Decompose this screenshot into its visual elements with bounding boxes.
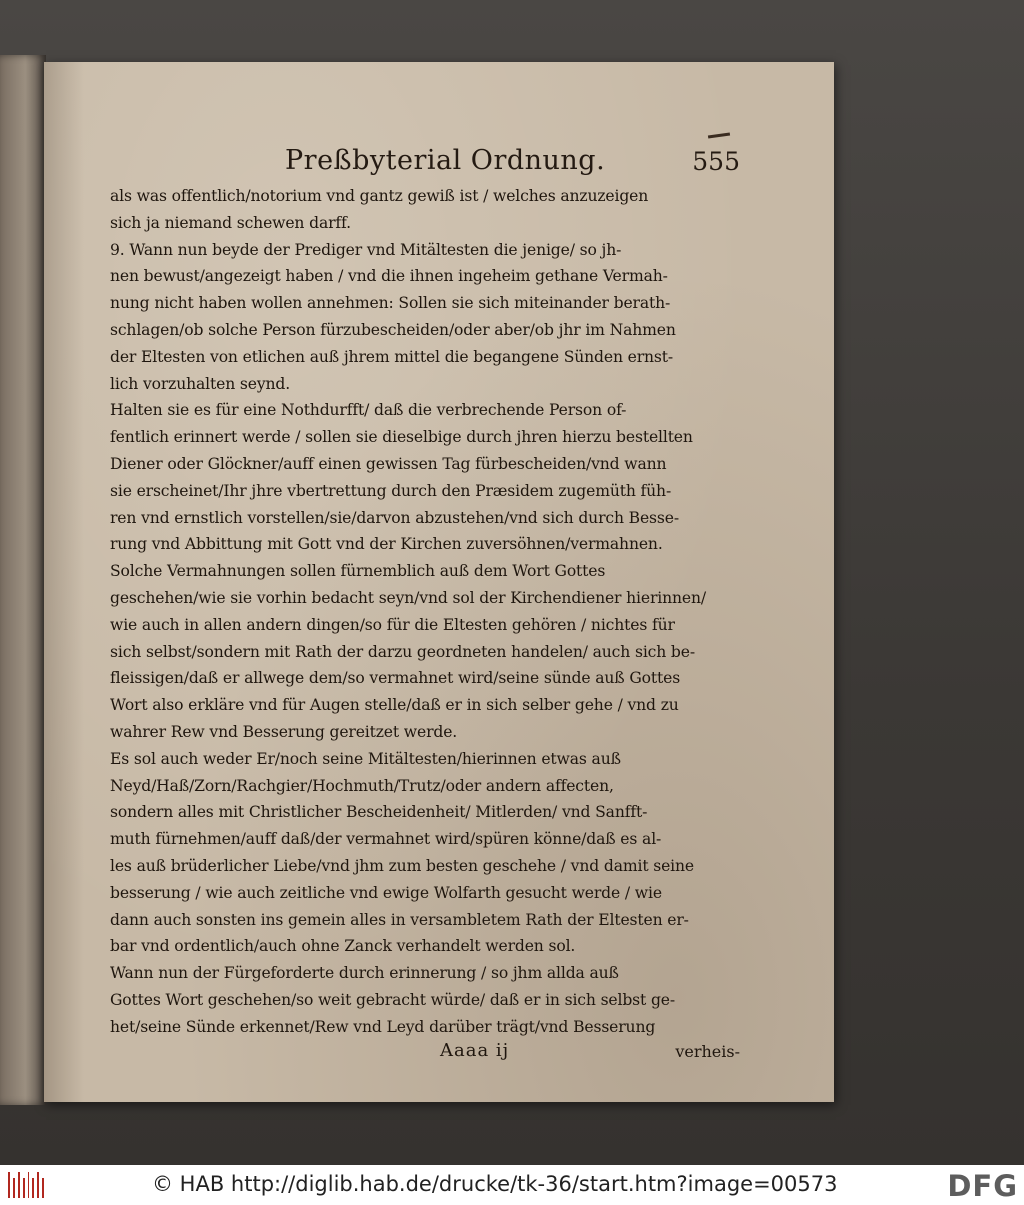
text-line: sondern alles mit Christlicher Bescheidenheit/ Mitlerden/ vnd Sanfft-	[110, 803, 648, 822]
text-line: Solche Vermahnungen sollen fürnemblich auß dem Wort Gottes	[110, 562, 606, 581]
hab-logo-icon	[8, 1172, 44, 1198]
printer-signature: Aaaa ij	[440, 1040, 510, 1061]
running-title: Preßbyterial Ordnung.	[285, 145, 606, 176]
text-line: der Eltesten von etlichen auß jhrem mittel die begangene Sünden ernst-	[110, 347, 674, 366]
text-line: besserung / wie auch zeitliche vnd ewige Wolfarth gesucht werde / wie	[110, 883, 662, 902]
text-line: Es sol auch weder Er/noch seine Mitältesten/hierinnen etwas auß	[110, 749, 621, 768]
text-line: wahrer Rew vnd Besserung gereitzet werde.	[110, 722, 458, 741]
page-header	[285, 145, 740, 185]
copyright-link[interactable]: © HAB http://diglib.hab.de/drucke/tk-36/start.htm?image=00573	[152, 1172, 838, 1196]
text-line: 9. Wann nun beyde der Prediger vnd Mitältesten die jenige/ so jh-	[110, 240, 622, 259]
previous-page-edge	[0, 55, 46, 1105]
text-line: les auß brüderlicher Liebe/vnd jhm zum besten geschehe / vnd damit seine	[110, 856, 694, 875]
text-line: schlagen/ob solche Person fürzubescheiden/oder aber/ob jhr im Nahmen	[110, 320, 676, 339]
text-line: Gottes Wort geschehen/so weit gebracht würde/ daß er in sich selbst ge-	[110, 990, 675, 1009]
text-line: bar vnd ordentlich/auch ohne Zanck verhandelt werden sol.	[110, 937, 576, 956]
text-line: nen bewust/angezeigt haben / vnd die ihnen ingeheim gethane Vermah-	[110, 267, 668, 286]
text-line: fleissigen/daß er allwege dem/so vermahnet wird/seine sünde auß Gottes	[110, 669, 681, 688]
text-line: rung vnd Abbittung mit Gott vnd der Kirchen zuversöhnen/vermahnen.	[110, 535, 663, 554]
text-line: lich vorzuhalten seynd.	[110, 374, 291, 393]
text-line: Diener oder Glöckner/auff einen gewissen Tag fürbescheiden/vnd wann	[110, 454, 667, 473]
text-line: nung nicht haben wollen annehmen: Sollen sie sich miteinander berath-	[110, 294, 671, 313]
text-line: muth fürnehmen/auff daß/der vermahnet wird/spüren könne/daß es al-	[110, 830, 662, 849]
page-foot	[110, 1040, 740, 1070]
text-line: het/seine Sünde erkennet/Rew vnd Leyd darüber trägt/vnd Besserung	[110, 1017, 656, 1036]
text-line: als was offentlich/notorium vnd gantz gewiß ist / welches anzuzeigen	[110, 187, 649, 205]
text-line: geschehen/wie sie vorhin bedacht seyn/vnd sol der Kirchendiener hierinnen/	[110, 588, 706, 607]
text-line: fentlich erinnert werde / sollen sie dieselbige durch jhren hierzu bestellten	[110, 428, 693, 447]
page-number: 555	[692, 147, 740, 176]
text-line: wie auch in allen andern dingen/so für die Eltesten gehören / nichtes für	[110, 615, 675, 634]
dfg-logo: DFG	[947, 1169, 1018, 1203]
text-line: sie erscheinet/Ihr jhre vbertrettung durch den Præsidem zugemüth füh-	[110, 481, 672, 500]
text-line: sich selbst/sondern mit Rath der darzu geordneten handelen/ auch sich be-	[110, 642, 695, 661]
text-line: Halten sie es für eine Nothdurfft/ daß die verbrechende Person of-	[110, 401, 627, 420]
text-line: dann auch sonsten ins gemein alles in versambletem Rath der Eltesten er-	[110, 910, 689, 929]
text-line: Wann nun der Fürgeforderte durch erinnerung / so jhm allda auß	[110, 964, 619, 983]
viewer-footer	[0, 1165, 1024, 1205]
body-text	[110, 183, 740, 1041]
catchword: verheis-	[675, 1042, 740, 1061]
text-line: Neyd/Haß/Zorn/Rachgier/Hochmuth/Trutz/oder andern affecten,	[110, 776, 614, 795]
text-line: ren vnd ernstlich vorstellen/sie/darvon abzustehen/vnd sich durch Besse-	[110, 508, 679, 527]
text-line: sich ja niemand schewen darff.	[110, 213, 351, 232]
text-line: Wort also erkläre vnd für Augen stelle/daß er in sich selber gehe / vnd zu	[110, 696, 679, 715]
